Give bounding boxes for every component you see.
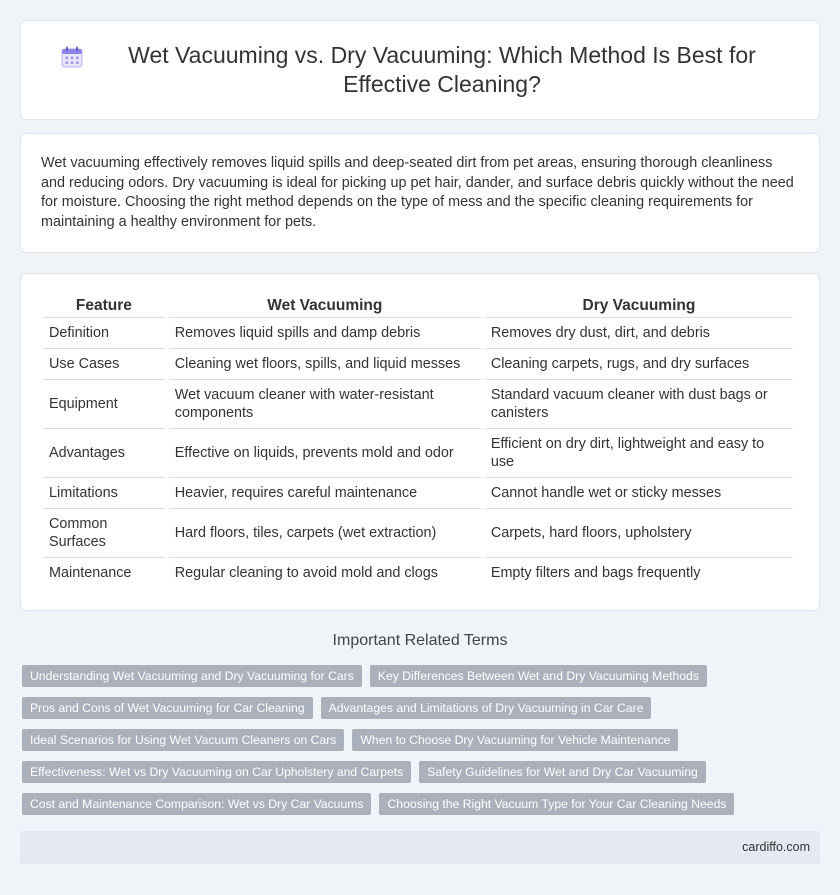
feature-cell: Use Cases <box>43 349 165 380</box>
page-title: Wet Vacuuming vs. Dry Vacuuming: Which Method Is Best for Effective Cleaning? <box>128 42 756 97</box>
related-term-link[interactable]: Pros and Cons of Wet Vacuuming for Car Cleaning <box>22 697 313 719</box>
comparison-table-card <box>20 273 820 611</box>
header-dry-vacuuming: Dry Vacuuming <box>485 296 793 318</box>
dry-cell: Cleaning carpets, rugs, and dry surfaces <box>485 349 793 380</box>
dry-cell: Standard vacuum cleaner with dust bags or canisters <box>485 380 793 429</box>
comparison-table <box>39 296 797 588</box>
feature-cell: Common Surfaces <box>43 509 165 558</box>
feature-cell: Definition <box>43 318 165 349</box>
footer-site-link[interactable]: cardiffo.com <box>742 840 810 854</box>
feature-cell: Advantages <box>43 429 165 478</box>
header-feature: Feature <box>43 296 165 318</box>
dry-cell: Efficient on dry dirt, lightweight and easy to use <box>485 429 793 478</box>
wet-cell: Effective on liquids, prevents mold and odor <box>169 429 481 478</box>
dry-cell: Removes dry dust, dirt, and debris <box>485 318 793 349</box>
related-term-link[interactable]: Cost and Maintenance Comparison: Wet vs Dry Car Vacuums <box>22 793 371 815</box>
related-term-link[interactable]: Ideal Scenarios for Using Wet Vacuum Cleaners on Cars <box>22 729 344 751</box>
wet-cell: Regular cleaning to avoid mold and clogs <box>174 565 438 581</box>
related-term-link[interactable]: When to Choose Dry Vacuuming for Vehicle Maintenance <box>352 729 678 751</box>
table-row <box>43 380 793 429</box>
feature-cell: Limitations <box>43 478 165 509</box>
title-card <box>20 20 820 120</box>
summary-card <box>20 133 820 253</box>
wet-cell: Heavier, requires careful maintenance <box>169 478 481 509</box>
header-wet-vacuuming: Wet Vacuuming <box>169 296 481 318</box>
calendar-icon <box>61 46 83 68</box>
feature-cell: Equipment <box>43 380 165 429</box>
related-term-link[interactable]: Choosing the Right Vacuum Type for Your Car Cleaning Needs <box>379 793 734 815</box>
summary-text: Wet vacuuming effectively removes liquid spills and deep-seated dirt from pet areas, ensuring thorough cleanliness and reducing odors. Dry vacuuming is ideal for picking up pet hair, dander, and surface debris quickly without the need for moisture. Choosing the right method depends on the type of mess and the specific cleaning requirements for maintaining a healthy environment for pets. <box>41 155 794 230</box>
related-terms-heading: Important Related Terms <box>332 632 508 649</box>
wet-cell: Removes liquid spills and damp debris <box>169 318 481 349</box>
table-header-row <box>43 296 793 318</box>
wet-cell: Hard floors, tiles, carpets (wet extraction) <box>169 509 481 558</box>
table-row <box>43 478 793 509</box>
table-row <box>43 509 793 558</box>
related-terms-list <box>22 665 822 815</box>
related-term-link[interactable]: Safety Guidelines for Wet and Dry Car Vacuuming <box>419 761 706 783</box>
wet-cell: Cleaning wet floors, spills, and liquid messes <box>169 349 481 380</box>
table-row <box>43 558 793 588</box>
dry-cell: Cannot handle wet or sticky messes <box>485 478 793 509</box>
dry-cell: Carpets, hard floors, upholstery <box>485 509 793 558</box>
related-term-link[interactable]: Effectiveness: Wet vs Dry Vacuuming on Car Upholstery and Carpets <box>22 761 411 783</box>
table-row <box>43 429 793 478</box>
wet-cell: Wet vacuum cleaner with water-resistant components <box>169 380 481 429</box>
related-term-link[interactable]: Advantages and Limitations of Dry Vacuuming in Car Care <box>321 697 652 719</box>
footer <box>20 831 820 864</box>
table-row <box>43 318 793 349</box>
related-term-link[interactable]: Understanding Wet Vacuuming and Dry Vacuuming for Cars <box>22 665 362 687</box>
table-row <box>43 349 793 380</box>
related-term-link[interactable]: Key Differences Between Wet and Dry Vacuuming Methods <box>370 665 707 687</box>
dry-cell: Empty filters and bags frequently <box>490 565 701 581</box>
feature-cell: Maintenance <box>49 565 132 581</box>
